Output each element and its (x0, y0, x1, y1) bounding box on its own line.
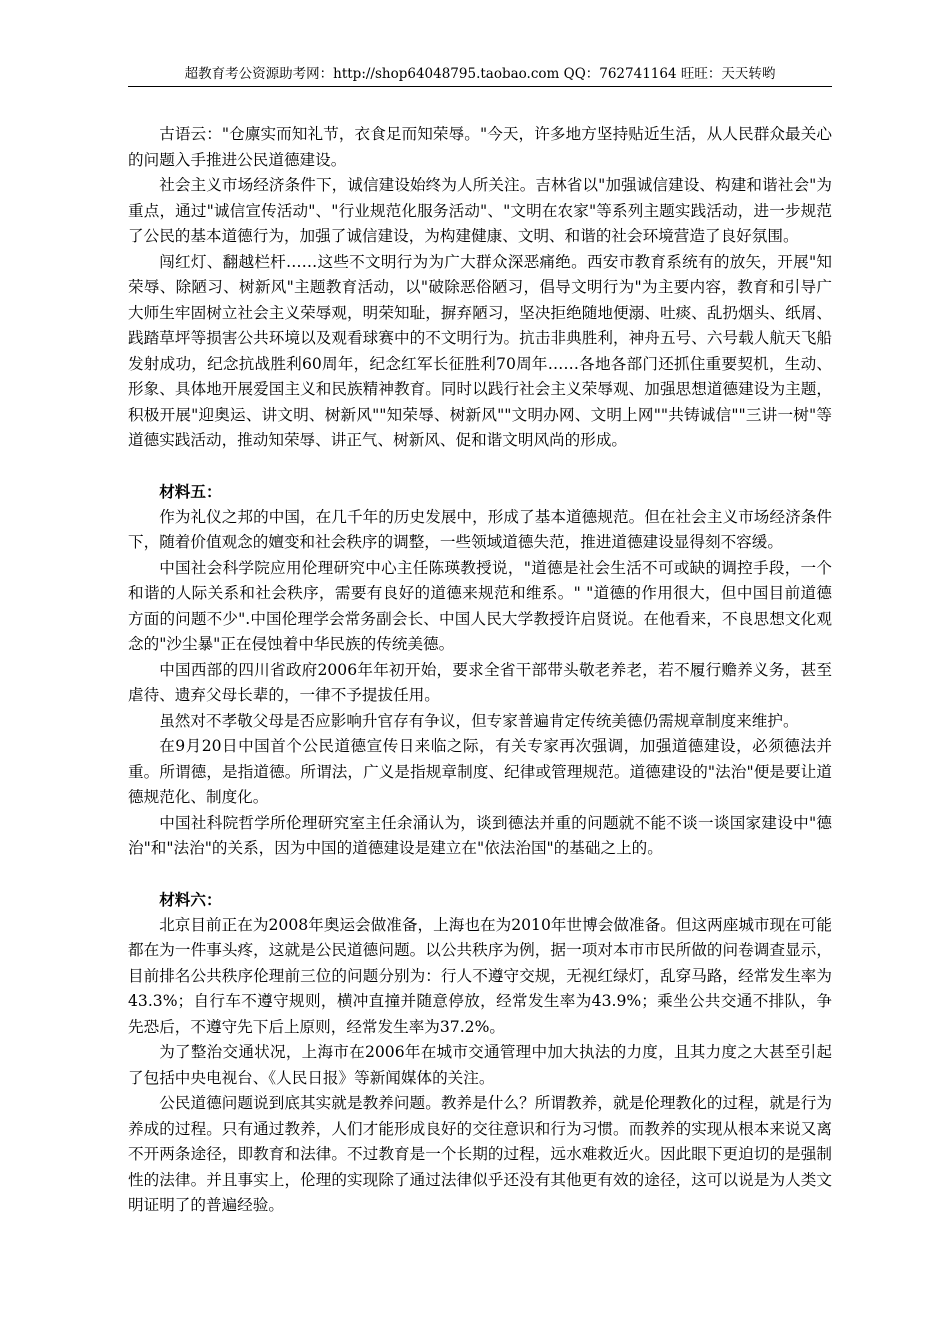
paragraph: 中国西部的四川省政府2006年年初开始，要求全省干部带头敬老养老，若不履行赡养义务，甚至虐待、遗弃父母长辈的，一律不予提拔任用。 (128, 660, 832, 704)
document-body (128, 122, 832, 1219)
paragraph: 为了整治交通状况，上海市在2006年在城市交通管理中加大执法的力度，且其力度之大甚至引起了包括中央电视台、《人民日报》等新闻媒体的关注。 (128, 1043, 832, 1087)
paragraph: 闯红灯、翻越栏杆……这些不文明行为为广大群众深恶痛绝。西安市教育系统有的放矢，开展"知荣辱、除陋习、树新风"主题教育活动，以"破除恶俗陋习，倡导文明行为"为主要内容，教育和引导广大师生牢固树立社会主义荣辱观，明荣知耻，摒弃陋习，坚决拒绝随地便溺、吐痰、乱扔烟头、纸屑、践踏草坪等损害公共环境以及观看球赛中的不文明行为。抗击非典胜利，神舟五号、六号载人航天飞船发射成功，纪念抗战胜利60周年，纪念红军长征胜利70周年……各地各部门还抓住重要契机，生动、形象、具体地开展爱国主义和民族精神教育。同时以践行社会主义荣辱观、加强思想道德建设为主题，积极开展"迎奥运、讲文明、树新风""知荣辱、树新风""文明办网、文明上网""共铸诚信""三讲一树"等道德实践活动，推动知荣辱、讲正气、树新风、促和谐文明风尚的形成。 (128, 252, 832, 449)
paragraph: 北京目前正在为2008年奥运会做准备，上海也在为2010年世博会做准备。但这两座城市现在可能都在为一件事头疼，这就是公民道德问题。以公共秩序为例，据一项对本市市民所做的问卷调查显示，目前排名公共秩序伦理前三位的问题分别为：行人不遵守交规，无视红绿灯，乱穿马路，经常发生率为43.3%；自行车不遵守规则，横冲直撞并随意停放，经常发生率为43.9%；乘坐公共交通不排队，争先恐后，不遵守先下后上原则，经常发生率为37.2%。 (128, 915, 832, 1036)
paragraph: 作为礼仪之邦的中国，在几千年的历史发展中，形成了基本道德规范。但在社会主义市场经济条件下，随着价值观念的嬗变和社会秩序的调整，一些领域道德失范，推进道德建设显得刻不容缓。 (128, 507, 832, 551)
section-title-material-5: 材料五： (159, 482, 222, 501)
paragraph: 公民道德问题说到底其实就是教养问题。教养是什么？所谓教养，就是伦理教化的过程，就是行为养成的过程。只有通过教养，人们才能形成良好的交往意识和行为习惯。而教养的实现从根本来说又离不开两条途径，即教育和法律。不过教育是一个长期的过程，远水难救近火。因此眼下更迫切的是强制性的法律。并且事实上，伦理的实现除了通过法律似乎还没有其他更有效的途径，这可以说是为人类文明证明了的普遍经验。 (128, 1094, 832, 1214)
header-text: 超教育考公资源助考网：http://shop64048795.taobao.com QQ：762741164 旺旺：天天转哟 (184, 66, 776, 82)
paragraph: 虽然对不孝敬父母是否应影响升官存有争议，但专家普遍肯定传统美德仍需规章制度来维护。 (159, 711, 799, 730)
paragraph: 古语云："仓廪实而知礼节，衣食足而知荣辱。"今天，许多地方坚持贴近生活，从人民群众最关心的问题入手推进公民道德建设。 (128, 125, 832, 169)
section-gap (128, 454, 832, 480)
paragraph: 中国社会科学院应用伦理研究中心主任陈瑛教授说，"道德是社会生活不可或缺的调控手段，一个和谐的人际关系和社会秩序，需要有良好的道德来规范和维系。" "道德的作用很大，但中国目前道德方面的问题不少".中国伦理学会常务副会长、中国人民大学教授许启贤说。在他看来，不良思想文化观念的"沙尘暴"正在侵蚀着中华民族的传统美德。 (128, 558, 832, 653)
page-header (128, 64, 832, 87)
paragraph: 中国社科院哲学所伦理研究室主任余涌认为，谈到德法并重的问题就不能不谈一谈国家建设中"德治"和"法治"的关系，因为中国的道德建设是建立在"依法治国"的基础之上的。 (128, 813, 832, 857)
paragraph: 社会主义市场经济条件下，诚信建设始终为人所关注。吉林省以"加强诚信建设、构建和谐社会"为重点，通过"诚信宣传活动"、"行业规范化服务活动"、"文明在农家"等系列主题实践活动，进一步规范了公民的基本道德行为，加强了诚信建设，为构建健康、文明、和谐的社会环境营造了良好氛围。 (128, 176, 832, 245)
section-title-material-6: 材料六： (159, 890, 222, 909)
section-gap (128, 862, 832, 888)
paragraph: 在9月20日中国首个公民道德宣传日来临之际，有关专家再次强调，加强道德建设，必须德法并重。所谓德，是指道德。所谓法，广义是指规章制度、纪律或管理规范。道德建设的"法治"便是要让道德规范化、制度化。 (128, 737, 832, 806)
